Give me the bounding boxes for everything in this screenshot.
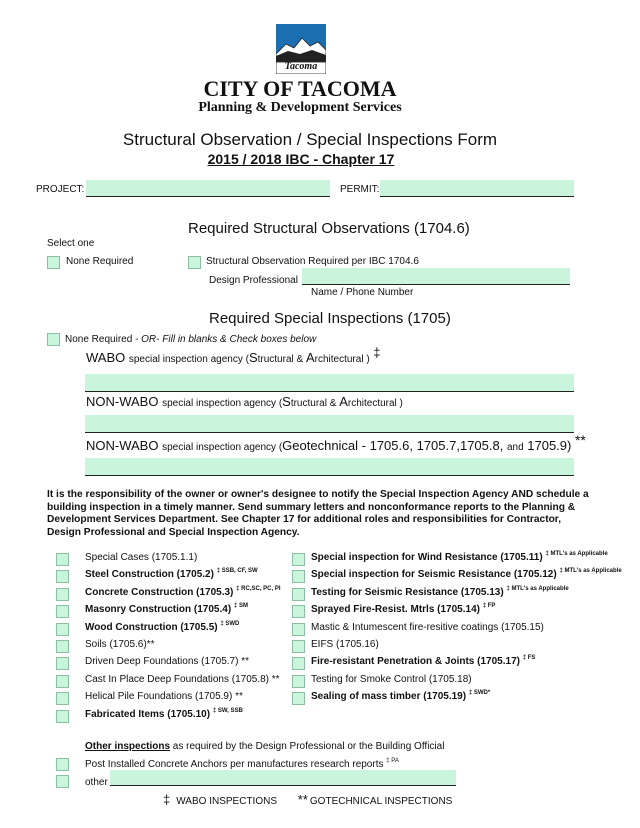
nonwabo2-c: G <box>282 438 293 453</box>
special-none-line <box>65 334 316 345</box>
right-item-checkbox[interactable] <box>292 692 305 705</box>
nonwabo2-b: special inspection agency ( <box>162 442 283 453</box>
left-item-checkbox[interactable] <box>56 692 69 705</box>
left-item-text: Driven Deep Foundations (1705.7) ** <box>85 656 249 668</box>
left-item-label <box>85 709 243 720</box>
legend <box>163 792 452 807</box>
left-item-checkbox[interactable] <box>56 675 69 688</box>
legend-wabo: WABO INSPECTIONS <box>176 796 277 807</box>
right-item-checkbox[interactable] <box>292 570 305 583</box>
nonwabo1-b: special inspection agency ( <box>162 398 283 409</box>
nonwabo-structural-input[interactable] <box>85 415 574 433</box>
right-item-text: Special inspection for Seismic Resistance (1705.12) <box>311 569 557 581</box>
nonwabo2-mark: ** <box>574 432 586 448</box>
other-label: other <box>85 777 108 788</box>
wabo-a: WABO <box>86 350 129 365</box>
right-item-text: Testing for Smoke Control (1705.18) <box>311 673 472 685</box>
right-item-text: Sealing of mass timber (1705.19) <box>311 691 467 703</box>
right-item-label <box>311 604 495 615</box>
left-item-code: ‡ SSB, CF, SW <box>216 568 258 575</box>
right-item-text: EIFS (1705.16) <box>311 639 379 650</box>
form-title: Structural Observation / Special Inspections Form <box>122 130 498 149</box>
wabo-c: S <box>248 350 258 365</box>
right-item-label <box>311 674 472 685</box>
wabo-agency-label <box>86 345 381 365</box>
none-required-checkbox[interactable] <box>47 256 60 269</box>
right-item-checkbox[interactable] <box>292 640 305 653</box>
right-item-label <box>311 639 379 650</box>
left-item-label <box>85 674 280 685</box>
left-item-code: ‡ RC,SC, PC, PI <box>236 585 281 592</box>
right-item-text: Sprayed Fire-Resist. Mtrls (1705.14) <box>311 604 480 616</box>
left-item-text: Cast In Place Deep Foundations (1705.8) ** <box>85 673 280 685</box>
other-heading-underlined: Other inspections <box>85 741 171 752</box>
left-item-label <box>85 604 248 615</box>
nonwabo-geotechnical-input[interactable] <box>85 458 574 476</box>
left-item-text: Soils (1705.6)** <box>85 639 155 650</box>
right-item-checkbox[interactable] <box>292 605 305 618</box>
nonwabo2-f: 1705.9) <box>523 438 572 453</box>
right-item-text: Testing for Seismic Resistance (1705.13) <box>311 586 504 598</box>
wabo-mark: ‡ <box>373 345 381 360</box>
right-item-text: Special inspection for Wind Resistance (1705.11) <box>311 552 543 563</box>
nonwabo1-e: A <box>339 394 348 409</box>
observation-required-checkbox[interactable] <box>188 256 201 269</box>
left-item-code: ‡ SW, SSB <box>212 707 243 714</box>
legend-geo-mark: ** <box>297 792 308 807</box>
wabo-b: special inspection agency ( <box>128 354 249 365</box>
nonwabo2-a: NON-WABO <box>86 438 163 453</box>
nonwabo1-f: rchitectural ) <box>347 398 403 409</box>
nonwabo-structural-label <box>86 394 403 409</box>
left-item-checkbox[interactable] <box>56 640 69 653</box>
nonwabo2-e: and <box>506 442 524 453</box>
left-item-text: Wood Construction (1705.5) <box>85 621 218 633</box>
nonwabo1-a: NON-WABO <box>86 394 163 409</box>
right-item-label <box>311 691 490 702</box>
none-required-label: None Required <box>66 256 134 267</box>
legend-geo: GOTECHNICAL INSPECTIONS <box>309 796 453 807</box>
permit-label: PERMIT: <box>340 184 380 195</box>
wabo-f: rchitectural ) <box>314 354 370 365</box>
left-item-label <box>85 639 154 650</box>
wabo-agency-input[interactable] <box>85 374 574 392</box>
left-item-code: ‡ SM <box>233 603 248 610</box>
left-item-checkbox[interactable] <box>56 570 69 583</box>
left-item-checkbox[interactable] <box>56 553 69 566</box>
other-checkbox[interactable] <box>56 775 69 788</box>
design-professional-input[interactable] <box>302 268 570 285</box>
left-item-checkbox[interactable] <box>56 657 69 670</box>
right-item-code: ‡ MTL's as Applicable <box>545 551 608 557</box>
design-professional-label: Design Professional <box>209 275 298 286</box>
left-item-text: Concrete Construction (1705.3) <box>85 586 234 598</box>
right-item-code: ‡ MTL's as Applicable <box>559 568 622 575</box>
left-item-label <box>85 691 243 702</box>
left-item-label <box>85 569 258 580</box>
nonwabo2-d: eotechnical - 1705.6, 1705.7,1705.8, <box>292 438 507 453</box>
right-item-code: ‡ FS <box>522 655 536 662</box>
left-item-text: Helical Pile Foundations (1705.9) ** <box>85 691 243 703</box>
right-item-checkbox[interactable] <box>292 623 305 636</box>
left-item-checkbox[interactable] <box>56 588 69 601</box>
other-inspections-heading <box>85 741 444 752</box>
project-label: PROJECT: <box>36 184 85 195</box>
wabo-e: A <box>305 350 315 365</box>
left-item-text: Fabricated Items (1705.10) <box>85 708 211 720</box>
right-item-code: ‡ FP <box>482 603 496 610</box>
left-item-label <box>85 622 239 633</box>
wabo-d: tructural & <box>257 354 306 365</box>
left-item-checkbox[interactable] <box>56 623 69 636</box>
form-subtitle: 2015 / 2018 IBC - Chapter 17 <box>207 151 395 167</box>
post-installed-sup: ‡ PA <box>386 758 399 764</box>
logo-text: Tacoma <box>284 61 318 72</box>
post-installed-text: Post Installed Concrete Anchors per manufactures research reports <box>85 759 384 770</box>
right-item-text: Mastic & Intumescent fire-resitive coatings (1705.15) <box>311 621 544 633</box>
right-item-checkbox[interactable] <box>292 675 305 688</box>
special-none-checkbox[interactable] <box>47 333 60 346</box>
project-input[interactable] <box>86 180 330 197</box>
right-item-code: ‡ SWD* <box>468 690 491 697</box>
left-item-code: ‡ SWD <box>220 620 240 627</box>
other-heading-rest: as required by the Design Professional or the Building Official <box>170 741 445 752</box>
right-item-label <box>311 587 569 598</box>
left-item-label <box>85 656 249 667</box>
right-item-label <box>311 569 622 580</box>
right-item-label <box>311 656 535 667</box>
special-or-fill: - OR- Fill in blanks & Check boxes below <box>132 334 317 345</box>
left-item-label <box>85 587 281 598</box>
nonwabo1-c: S <box>282 394 291 409</box>
left-item-checkbox[interactable] <box>56 710 69 723</box>
name-phone-caption: Name / Phone Number <box>311 287 414 298</box>
nonwabo1-d: tructural & <box>290 398 340 409</box>
left-item-text: Special Cases (1705.1.1) <box>85 552 198 563</box>
legend-wabo-mark: ‡ <box>163 792 171 807</box>
post-installed-label <box>85 759 399 770</box>
nonwabo-geotechnical-label <box>86 432 586 453</box>
responsibility-paragraph: It is the responsibility of the owner or owner's designee to notify the Special Inspection Agency AND schedule a building inspection in a timely manner. Send summary letters and nonconformance reports to the Planning & Development Services Department. See Chapter 17 for additional roles and responsibilities for Contractor, Design Professional and Special Inspection Agency. <box>47 489 589 538</box>
city-name: CITY OF TACOMA <box>203 76 397 101</box>
right-item-code: ‡ MTL's as Applicable <box>506 585 569 592</box>
other-input[interactable] <box>110 770 456 786</box>
post-installed-checkbox[interactable] <box>56 758 69 771</box>
special-none-label: None Required <box>65 334 133 345</box>
right-item-label <box>311 622 544 633</box>
right-item-checkbox[interactable] <box>292 553 305 566</box>
select-one-label: Select one <box>47 238 95 249</box>
left-item-checkbox[interactable] <box>56 605 69 618</box>
right-item-checkbox[interactable] <box>292 588 305 601</box>
observation-required-label: Structural Observation Required per IBC 1704.6 <box>206 256 419 267</box>
right-item-text: Fire-resistant Penetration & Joints (1705.17) <box>311 656 520 668</box>
permit-input[interactable] <box>380 180 574 197</box>
left-item-text: Steel Construction (1705.2) <box>85 569 214 581</box>
right-item-checkbox[interactable] <box>292 657 305 670</box>
special-heading: Required Special Inspections (1705) <box>209 310 451 327</box>
left-item-label <box>85 552 197 563</box>
city-logo <box>276 24 326 74</box>
right-item-label <box>311 552 608 563</box>
left-item-text: Masonry Construction (1705.4) <box>85 604 232 616</box>
department-name: Planning & Development Services <box>198 100 402 115</box>
observations-heading: Required Structural Observations (1704.6) <box>188 220 470 237</box>
